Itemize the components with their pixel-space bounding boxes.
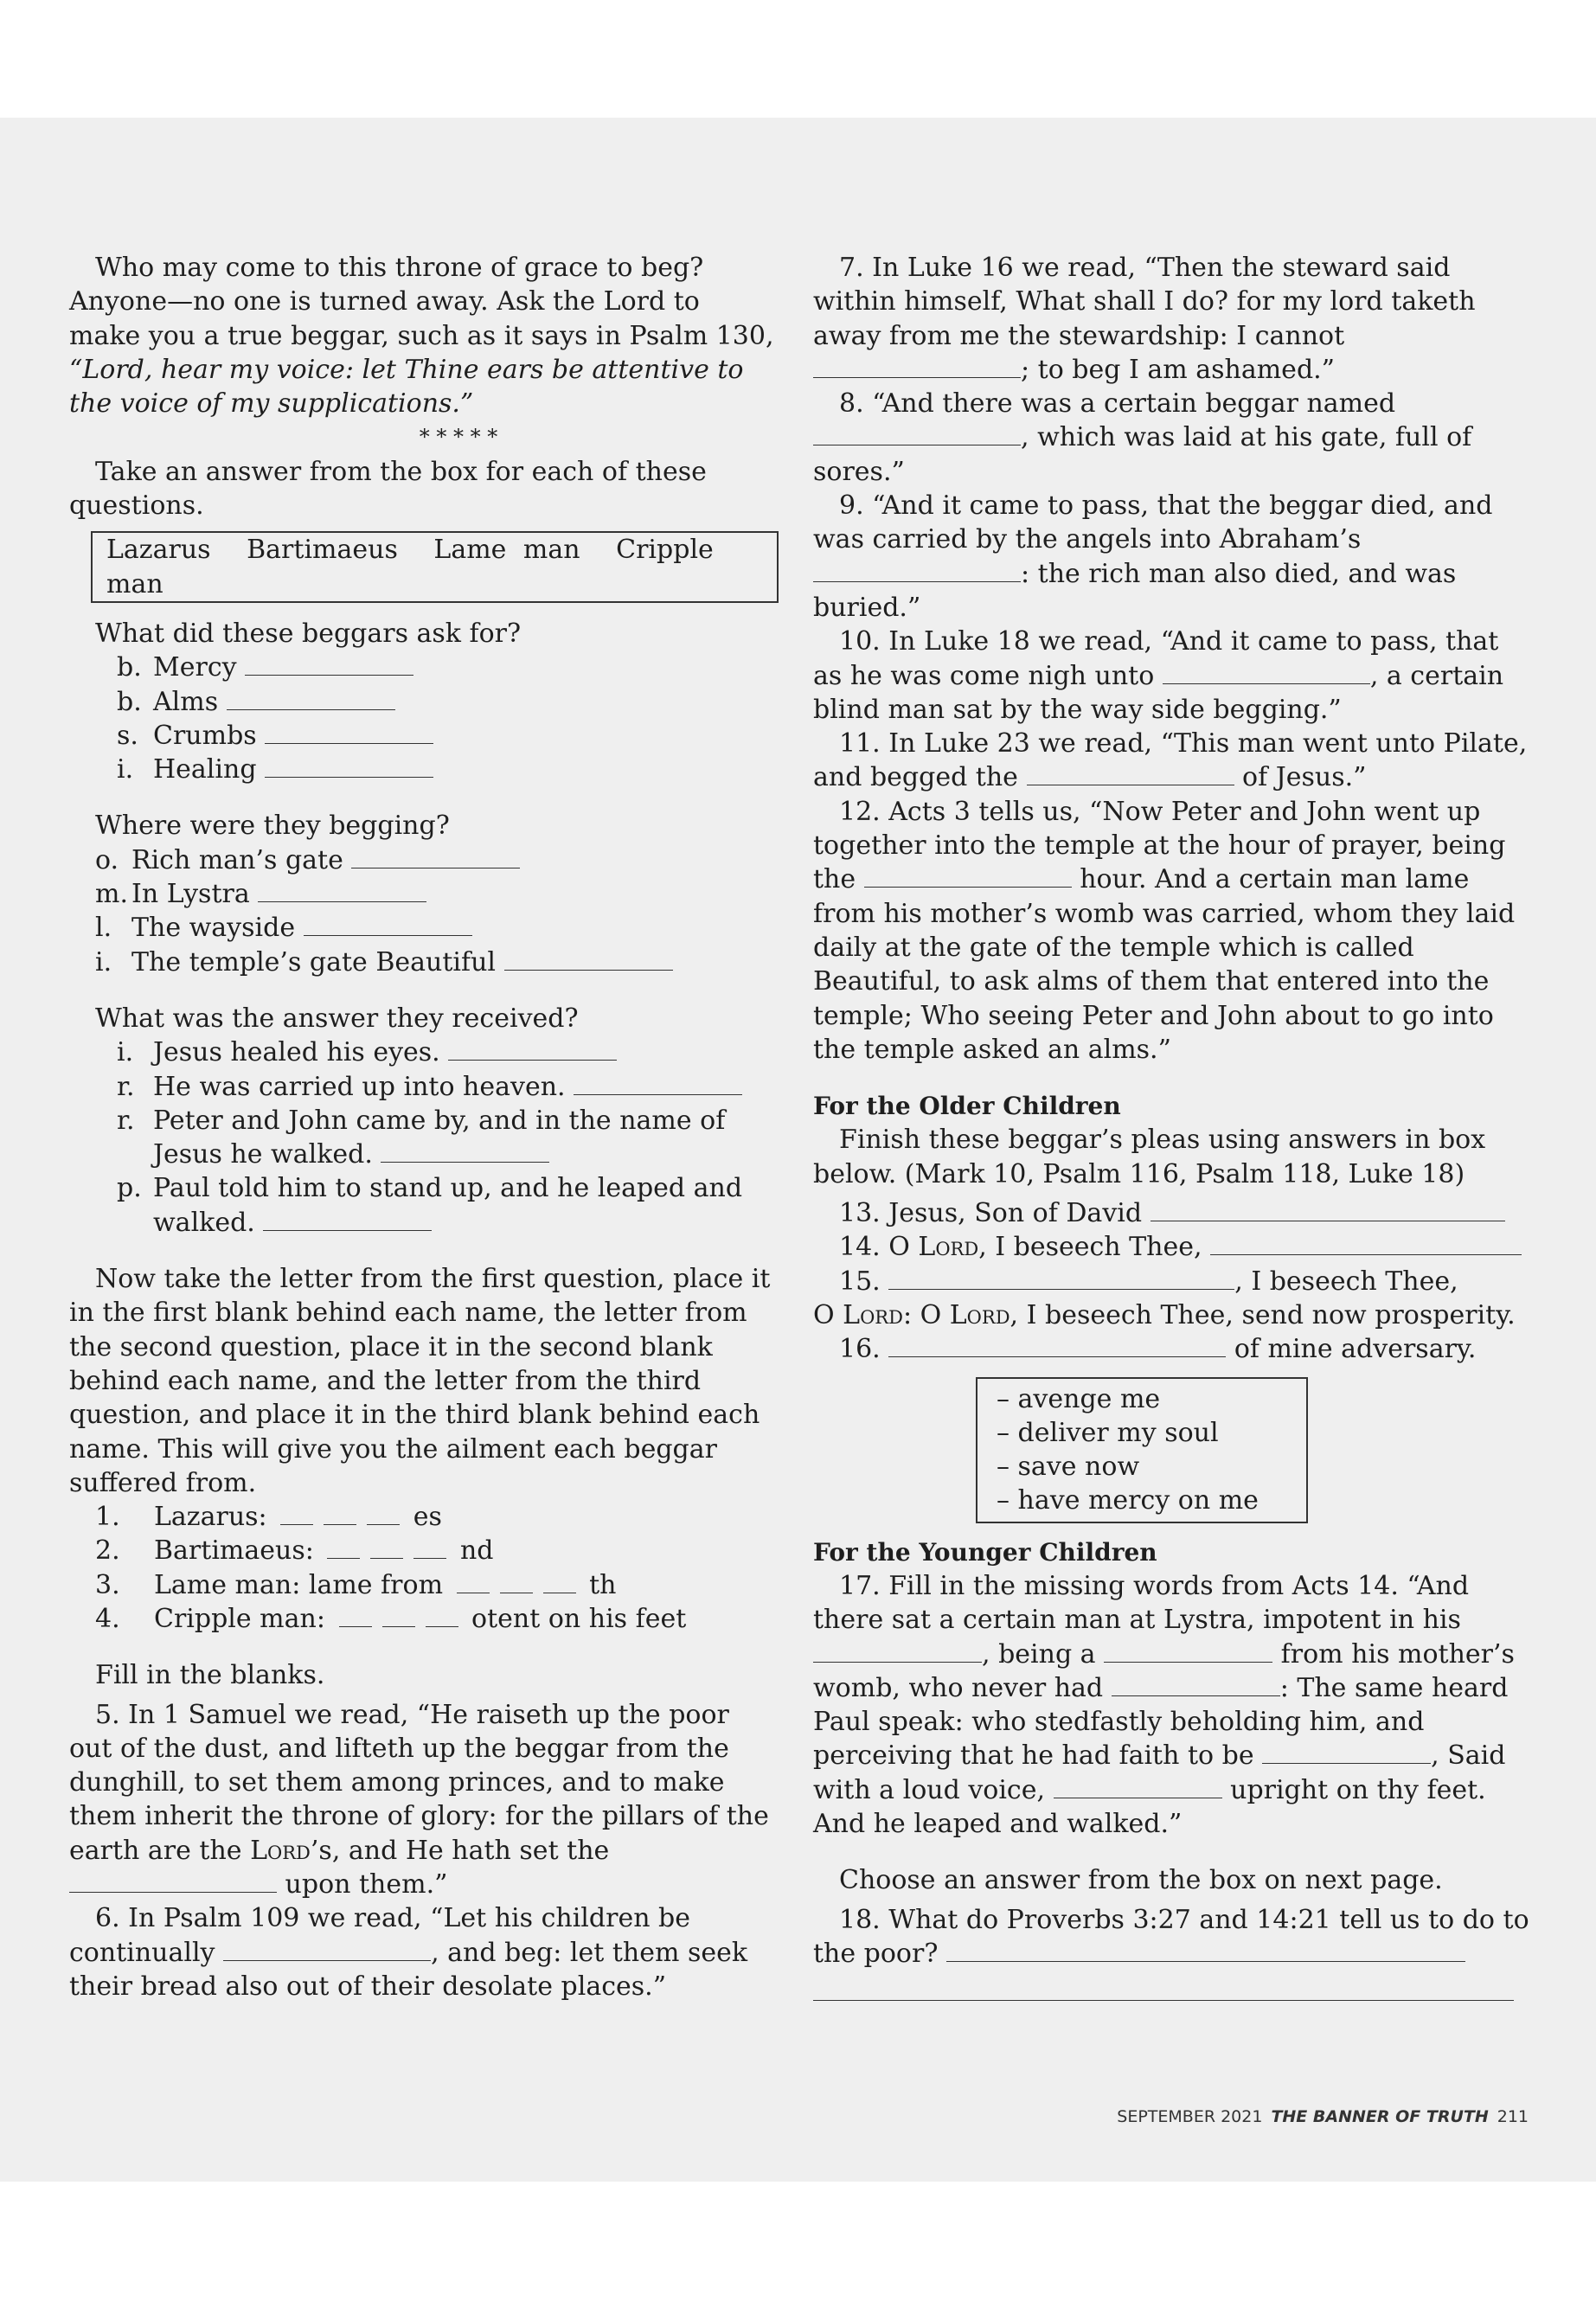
box-name-bartimaeus: Bartimaeus (247, 535, 398, 566)
intro-text: Who may come to this throne of grace to beg? Anyone—no one is turned away. Ask the Lord to make you a true beggar, such as it says in Psalm 130, (69, 253, 774, 351)
where-list (69, 843, 779, 979)
footer-page-number: 211 (1497, 2107, 1529, 2126)
question-9: 9. “And it came to pass, that the beggar died, and was carried by the angels into Abraham’s : the rich man also died, and was buried.” (813, 490, 1493, 623)
list-item: b. Alms (117, 685, 779, 719)
fill-blanks-heading: Fill in the blanks. (95, 1660, 325, 1691)
footer-magazine: THE BANNER OF TRUTH (1271, 2107, 1489, 2126)
letter-blank[interactable] (367, 1503, 400, 1526)
question-18: 18. What do Proverbs 3:27 and 14:21 tell us to do to the poor? (813, 1904, 1529, 1969)
question-10: 10. In Luke 18 we read, “And it came to pass, that as he was come nigh unto , a certain blind man sat by the way side begging.” (813, 626, 1504, 725)
plea-save: – save now (997, 1452, 1140, 1483)
answer-blank[interactable] (1151, 1199, 1505, 1222)
question-where-begging: Where were they begging? (95, 811, 450, 842)
answer-list (69, 1035, 779, 1240)
answer-blank[interactable] (864, 865, 1072, 888)
answer-blank[interactable] (946, 1939, 1465, 1962)
question-12: 12. Acts 3 tells us, “Now Peter and John went up together into the temple at the hour of prayer, being the hour. And a certain man lame from his mother’s womb was carried, whom they laid daily at the gate of the temple which is called Beautiful, to ask alms of them that entered into the temple; Who seeing Peter and John about to go into the temple asked an alms.” (813, 796, 1516, 1065)
box-name-cripple-man: Cripple man (106, 535, 714, 599)
letter-blank[interactable] (370, 1536, 403, 1560)
page-footer (1117, 2107, 1529, 2126)
list-item: o. Rich man’s gate (95, 843, 779, 877)
letter-blank[interactable] (339, 1604, 372, 1627)
letter-blank[interactable] (324, 1503, 356, 1526)
list-item: 3. Lame man: lame from th (95, 1569, 617, 1600)
question-6: 6. In Psalm 109 we read, “Let his children be continually , and beg: let them seek their bread also out of their desolate places.” (69, 1903, 748, 2002)
question-8: 8. “And there was a certain beggar named , which was laid at his gate, full of sores.” (813, 388, 1472, 487)
psalm-quote: “Lord, hear my voice: let Thine ears be attentive to the voice of my supplications.” (69, 354, 744, 420)
question-ask-for: What did these beggars ask for? (95, 618, 522, 649)
choose-instruction: Choose an answer from the box on next page. (839, 1865, 1443, 1896)
list-item: s. Crumbs (117, 719, 779, 753)
list-item: 4. Cripple man: otent on his feet (95, 1603, 687, 1634)
letter-blank[interactable] (382, 1604, 415, 1627)
box-name-lame-man: Lame man (433, 535, 580, 566)
list-item: i. Jesus healed his eyes. (117, 1035, 779, 1069)
right-column (813, 251, 1531, 2001)
question-15: 15. , I beseech Thee, (839, 1266, 1458, 1297)
letter-blank[interactable] (327, 1536, 360, 1560)
answer-blank[interactable] (1112, 1673, 1280, 1696)
ailment-list (69, 1500, 779, 1636)
answer-blank[interactable] (813, 559, 1021, 582)
answer-blank[interactable] (1054, 1775, 1222, 1798)
letter-blank[interactable] (500, 1570, 533, 1593)
answer-blank[interactable] (69, 1870, 277, 1894)
list-item: 1. Lazarus: es (95, 1502, 442, 1533)
answer-blank[interactable] (888, 1266, 1234, 1290)
answer-blank[interactable] (1104, 1639, 1272, 1663)
letter-blank[interactable] (280, 1503, 313, 1526)
answer-blank[interactable] (304, 913, 472, 937)
names-answer-box (91, 531, 779, 603)
answer-blank[interactable] (1027, 763, 1234, 786)
answer-blank[interactable] (1262, 1741, 1431, 1765)
list-item: m. In Lystra (95, 877, 779, 911)
plea-mercy: – have mercy on me (997, 1485, 1259, 1516)
answer-blank[interactable] (265, 721, 433, 744)
answer-blank[interactable] (813, 423, 1021, 446)
list-item: l. The wayside (95, 911, 779, 945)
answer-blank[interactable] (245, 653, 413, 676)
box-name-lazarus: Lazarus (106, 535, 211, 566)
take-answer-instruction: Take an answer from the box for each of these questions. (69, 456, 707, 522)
plea-avenge: – avenge me (997, 1383, 1161, 1414)
answer-blank[interactable] (813, 355, 1021, 378)
letter-instructions: Now take the letter from the first question, place it in the first blank behind each name, the letter from the second question, place it in the second blank behind each name, and the letter from the third question, and place it in the third blank behind each name. This will give you the ailment each beggar suffered from. (69, 1264, 771, 1498)
question-11: 11. In Luke 23 we read, “This man went unto Pilate, and begged the of Jesus.” (813, 728, 1528, 793)
left-column (69, 251, 779, 2003)
question-13: 13. Jesus, Son of David (813, 1196, 1531, 1230)
question-15-continued: O Lord: O Lord, I beseech Thee, send now prosperity. (813, 1299, 1516, 1330)
answer-blank[interactable] (265, 755, 433, 779)
letter-blank[interactable] (426, 1604, 458, 1627)
answer-blank[interactable] (258, 880, 426, 903)
question-7: 7. In Luke 16 we read, “Then the steward said within himself, What shall I do? for my lord taketh away from me the stewardship: I cannot ; to beg I am ashamed.” (813, 253, 1476, 385)
question-answer-received: What was the answer they received? (95, 1003, 579, 1034)
answer-blank[interactable] (574, 1072, 742, 1095)
list-item: i. The temple’s gate Beautiful (95, 945, 779, 979)
answer-blank[interactable] (813, 1639, 982, 1663)
list-item: r. He was carried up into heaven. (117, 1070, 779, 1104)
answer-blank[interactable] (351, 845, 520, 868)
question-16: 16. of mine adversary. (839, 1334, 1477, 1365)
list-item: p. Paul told him to stand up, and he leaped and walked. (117, 1173, 743, 1238)
intro-paragraph (69, 251, 779, 420)
list-item: 2. Bartimaeus: nd (95, 1535, 494, 1567)
list-item: b. Mercy (117, 651, 779, 684)
older-children-heading: For the Older Children (813, 1092, 1121, 1121)
question-14: 14. O Lord, I beseech Thee, (813, 1230, 1531, 1264)
answer-blank[interactable] (1210, 1233, 1522, 1256)
plea-deliver: – deliver my soul (997, 1417, 1219, 1448)
answer-blank[interactable] (504, 947, 673, 971)
answer-blank[interactable] (381, 1140, 549, 1163)
list-item: i. Healing (117, 753, 779, 786)
question-5: 5. In 1 Samuel we read, “He raiseth up the poor out of the dust, and lifteth up the beggar from the dunghill, to set them among princes, and to make them inherit the throne of glory: for the pillars of the earth are the Lord’s, and He hath set the upon them.” (69, 1699, 769, 1900)
answer-blank[interactable] (227, 687, 395, 710)
answer-blank[interactable] (223, 1938, 431, 1961)
pleas-answer-box (976, 1377, 1308, 1523)
footer-date: SEPTEMBER 2021 (1117, 2107, 1263, 2126)
ask-for-list (69, 651, 779, 786)
answer-blank[interactable] (263, 1208, 432, 1231)
answer-blank[interactable] (448, 1038, 617, 1061)
letter-blank[interactable] (457, 1570, 490, 1593)
answer-line[interactable] (813, 1971, 1514, 2001)
letter-blank[interactable] (543, 1570, 576, 1593)
divider-stars: * * * * * (419, 425, 498, 450)
list-item: r. Peter and John came by, and in the name of Jesus he walked. (117, 1105, 726, 1170)
older-intro: Finish these beggar’s pleas using answers in box below. (Mark 10, Psalm 116, Psalm 118, Luke 18) (813, 1125, 1486, 1189)
answer-blank[interactable] (1163, 661, 1370, 684)
letter-blank[interactable] (413, 1536, 446, 1560)
younger-children-heading: For the Younger Children (813, 1537, 1157, 1567)
question-17: 17. Fill in the missing words from Acts 14. “And there sat a certain man at Lystra, impotent in his , being a from his mother’s womb, who never had : The same heard Paul speak: who stedfastly beholding him, and perceiving that he had faith to be , Said with a loud voice, upright on thy feet. And he leaped and walked.” (813, 1570, 1515, 1840)
answer-blank[interactable] (888, 1335, 1226, 1358)
